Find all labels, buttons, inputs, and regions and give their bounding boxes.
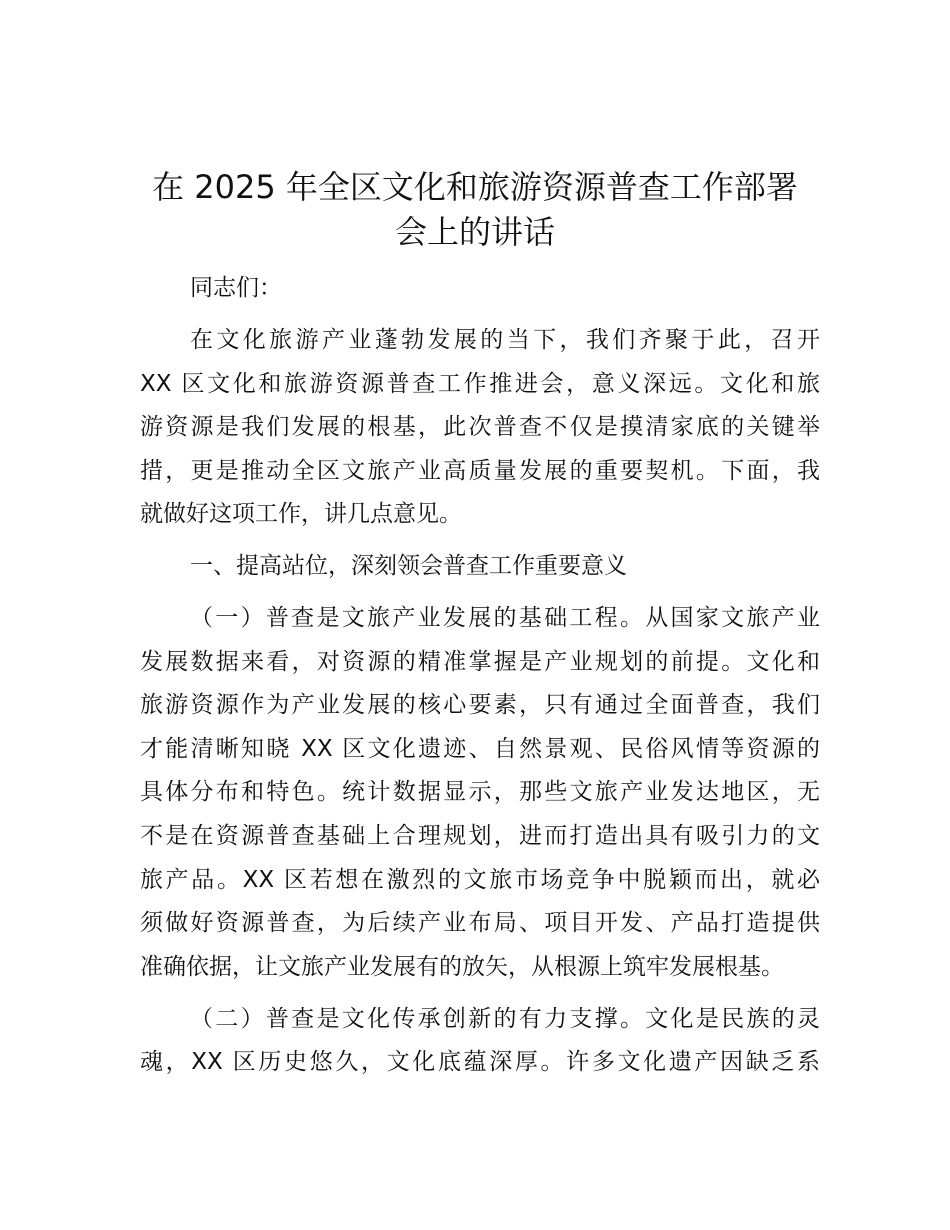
salutation: 同志们：	[190, 275, 282, 301]
paragraph-2-line-4: 才能清晰知晓 XX 区文化遗迹、自然景观、民俗风情等资源的	[140, 736, 820, 762]
paragraph-2-line-3: 旅游资源作为产业发展的核心要素，只有通过全面普查，我们	[140, 692, 820, 718]
paragraph-1-line-5: 就做好这项工作，讲几点意见。	[140, 501, 462, 527]
paragraph-2-line-7: 旅产品。XX 区若想在激烈的文旅市场竞争中脱颖而出，就必	[140, 867, 820, 893]
paragraph-3-line-1: （二）普查是文化传承创新的有力支撑。文化是民族的灵	[190, 1006, 820, 1032]
paragraph-2-line-5: 具体分布和特色。统计数据显示，那些文旅产业发达地区，无	[140, 779, 820, 805]
section-heading-1: 一、提高站位，深刻领会普查工作重要意义	[190, 553, 627, 579]
paragraph-1-line-2: XX 区文化和旅游资源普查工作推进会，意义深远。文化和旅	[140, 371, 820, 397]
paragraph-2-line-6: 不是在资源普查基础上合理规划，进而打造出具有吸引力的文	[140, 823, 820, 849]
document-title-line-1: 在 2025 年全区文化和旅游资源普查工作部署	[152, 168, 798, 206]
paragraph-1-line-3: 游资源是我们发展的根基，此次普查不仅是摸清家底的关键举	[140, 414, 820, 440]
paragraph-2-line-1: （一）普查是文旅产业发展的基础工程。从国家文旅产业	[190, 605, 820, 631]
paragraph-2-line-9: 准确依据，让文旅产业发展有的放矢，从根源上筑牢发展根基。	[140, 954, 784, 980]
document-title-line-2: 会上的讲话	[394, 213, 555, 251]
paragraph-3-line-2: 魂，XX 区历史悠久，文化底蕴深厚。许多文化遗产因缺乏系	[140, 1049, 820, 1075]
paragraph-1-line-4: 措，更是推动全区文旅产业高质量发展的重要契机。下面，我	[140, 458, 820, 484]
paragraph-2-line-8: 须做好资源普查，为后续产业布局、项目开发、产品打造提供	[140, 910, 820, 936]
paragraph-1-line-1: 在文化旅游产业蓬勃发展的当下，我们齐聚于此，召开	[190, 327, 820, 353]
paragraph-2-line-2: 发展数据来看，对资源的精准掌握是产业规划的前提。文化和	[140, 649, 820, 675]
